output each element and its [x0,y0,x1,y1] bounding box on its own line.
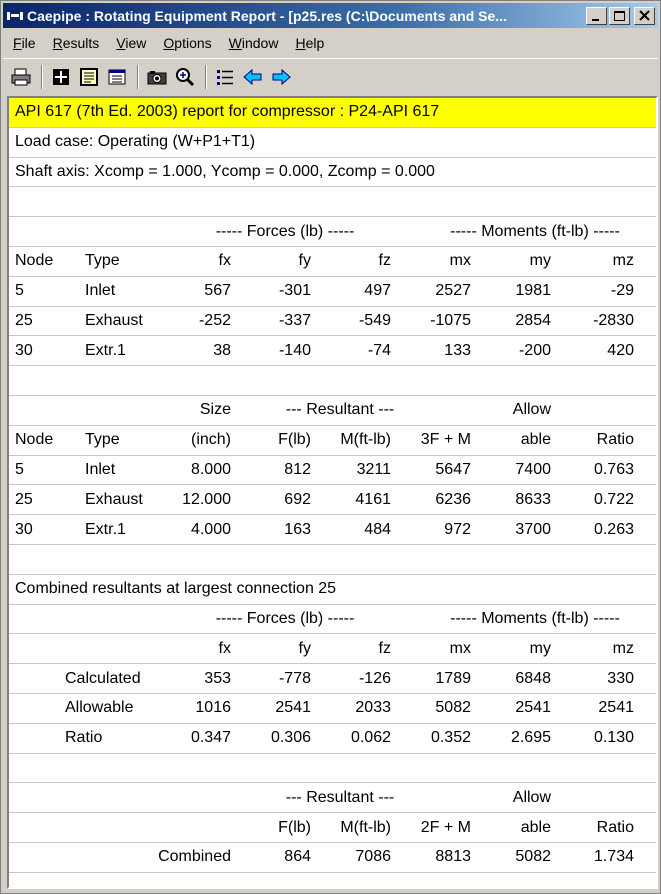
cell-mx: -1075 [430,311,471,329]
shaft-axis: Shaft axis: Xcomp = 1.000, Ycomp = 0.000, Zcomp = 0.000 [15,162,435,180]
menu-file[interactable]: File [13,35,36,51]
cell-mx: 1789 [435,669,471,687]
camera-button[interactable] [144,64,170,90]
load-case: Load case: Operating (W+P1+T1) [15,133,256,151]
forces-group-label: ----- Forces (lb) ----- [215,222,355,240]
back-arrow-icon [242,67,264,87]
cell-mz: -2830 [593,311,634,329]
app-icon[interactable] [7,9,23,23]
cell-label: Ratio [65,729,103,747]
cell-node: 30 [15,341,33,359]
cell-mx: 5082 [435,699,471,717]
blank-row [9,366,656,396]
cell-node: 30 [15,520,33,538]
cell-allowable: 8633 [515,490,551,508]
cell-fz: -549 [358,311,391,329]
combined-title: Combined resultants at largest connection 25 [15,580,337,598]
cell-allowable: 5082 [515,848,551,866]
back-button[interactable] [240,64,266,90]
cell-type: Extr.1 [85,341,126,359]
cell-f-lb: 692 [284,490,311,508]
cell-f-lb: 864 [284,848,311,866]
cell-fy: 0.306 [270,729,311,747]
cell-type: Exhaust [85,490,143,508]
table-row [9,336,656,366]
cell-mz: 2541 [598,699,634,717]
print-button[interactable] [8,64,34,90]
moments-group-label: ----- Moments (ft-lb) ----- [450,222,620,240]
list-button[interactable] [212,64,238,90]
report-button[interactable] [76,64,102,90]
col-ratio: Ratio [596,431,634,449]
cell-3f-plus-m: 5647 [435,460,471,478]
cell-fx: 567 [204,282,231,300]
allow-group-label: Allow [512,788,551,806]
cell-allowable: 7400 [515,460,551,478]
report-grid[interactable] [7,96,658,889]
cell-my: 2854 [515,311,551,329]
col-mx: mx [449,252,471,270]
camera-icon [146,67,168,87]
col-ratio: Ratio [596,818,634,836]
cell-ratio: 1.734 [593,848,634,866]
cell-fz: -74 [367,341,391,359]
col-allowable: able [520,818,551,836]
col-m-ftlb: M(ft-lb) [340,818,391,836]
table-row [9,724,656,754]
blank-row [9,545,656,575]
cell-fz: -126 [358,669,391,687]
combined-header-row [9,634,656,664]
col-fx: fx [218,639,231,657]
toolbar-separator [205,65,207,89]
table-row [9,456,656,486]
cell-fx: 353 [204,669,231,687]
table-row [9,307,656,337]
cell-m-ftlb: 484 [364,520,391,538]
forward-button[interactable] [268,64,294,90]
cell-type: Extr.1 [85,520,126,538]
size-group-label: Size [199,401,231,419]
cell-mz: 420 [607,341,634,359]
cell-fx: 1016 [195,699,231,717]
cell-label: Combined [158,848,231,866]
resultant-group-label: --- Resultant --- [285,788,395,806]
cell-fy: -140 [278,341,311,359]
menu-view[interactable]: View [116,35,147,51]
cell-node: 5 [15,282,24,300]
minimize-icon [587,8,606,24]
allow-group-label: Allow [512,401,551,419]
zoom-button[interactable] [172,64,198,90]
combined-resultant-header-row [9,813,656,843]
col-node: Node [15,252,54,270]
cell-fy: -778 [278,669,311,687]
list-icon [214,67,236,87]
toolbar [3,58,658,94]
cell-my: 2541 [515,699,551,717]
cell-my: -200 [518,341,551,359]
table-row [9,485,656,515]
cell-fz: 497 [364,282,391,300]
col-type: Type [85,431,120,449]
cell-size: 4.000 [190,520,231,538]
cell-node: 25 [15,490,33,508]
menu-options[interactable]: Options [163,35,212,51]
zoom-icon [174,67,196,87]
cell-type: Exhaust [85,311,143,329]
cell-f-lb: 163 [284,520,311,538]
table-row [9,664,656,694]
table-row [9,277,656,307]
cell-m-ftlb: 3211 [356,460,391,478]
table-icon [50,67,72,87]
nozzle-forces-header-row [9,247,656,277]
cell-3f-plus-m: 972 [444,520,471,538]
table-row [9,694,656,724]
cell-size: 8.000 [190,460,231,478]
cell-node: 25 [15,311,33,329]
resultant-group-label: --- Resultant --- [285,401,395,419]
col-type: Type [85,252,120,270]
toolbar-separator [137,65,139,89]
cell-my: 2.695 [510,729,551,747]
cell-node: 5 [15,460,24,478]
cell-fy: 2541 [275,699,311,717]
cell-fx: 0.347 [190,729,231,747]
cell-my: 6848 [515,669,551,687]
col-2f-plus-m: 2F + M [420,818,471,836]
blank-row [9,187,656,217]
maximize-button[interactable] [609,7,630,25]
cell-f-lb: 812 [284,460,311,478]
cell-fy: -301 [278,282,311,300]
cell-fx: 38 [213,341,231,359]
cell-ratio: 0.763 [593,460,634,478]
col-allowable: able [520,431,551,449]
forces-moments-group-row [9,217,656,247]
cell-my: 1981 [515,282,551,300]
list-window-icon [106,67,128,87]
cell-ratio: 0.722 [593,490,634,508]
close-button[interactable] [634,7,655,25]
cell-mx: 133 [444,341,471,359]
cell-fz: 2033 [355,699,391,717]
col-node: Node [15,431,54,449]
shaft-axis-row [9,158,656,188]
menu-window[interactable]: Window [228,35,279,51]
col-my: my [529,252,551,270]
load-case-row [9,128,656,158]
blank-row [9,754,656,784]
maximize-icon [610,8,629,24]
menu-results[interactable]: Results [52,35,100,51]
menu-help[interactable]: Help [295,35,325,51]
table-row [9,515,656,545]
cell-m-ftlb: 7086 [355,848,391,866]
combined-resultant-group-row [9,783,656,813]
cell-ratio: 0.263 [593,520,634,538]
cell-2f-plus-m: 8813 [435,848,471,866]
col-size: (inch) [190,431,231,449]
cell-mx: 0.352 [430,729,471,747]
col-fy: fy [298,252,311,270]
window-title: Caepipe : Rotating Equipment Report - [p25.res (C:\Documents and Se... [27,7,507,24]
col-my: my [529,639,551,657]
col-fy: fy [298,639,311,657]
col-mx: mx [449,639,471,657]
cell-mz: 330 [607,669,634,687]
cell-allowable: 3700 [515,520,551,538]
menu-bar [3,30,658,56]
table-button[interactable] [48,64,74,90]
title-bar[interactable] [3,3,658,28]
col-fz: fz [378,252,391,270]
cell-fz: 0.062 [350,729,391,747]
toolbar-separator [41,65,43,89]
combined-group-row [9,605,656,635]
report-icon [78,67,100,87]
cell-mx: 2527 [435,282,471,300]
cell-type: Inlet [85,282,116,300]
cell-3f-plus-m: 6236 [435,490,471,508]
cell-m-ftlb: 4161 [355,490,391,508]
nozzle-resultants-header-row [9,426,656,456]
table-row [9,843,656,873]
cell-label: Calculated [65,669,141,687]
printer-icon [10,67,32,87]
resultant-group-row [9,396,656,426]
col-m-ftlb: M(ft-lb) [340,431,391,449]
list-window-button[interactable] [104,64,130,90]
combined-title-row [9,575,656,605]
report-heading: API 617 (7th Ed. 2003) report for compressor : P24-API 617 [15,103,440,121]
col-f-lb: F(lb) [278,431,311,449]
col-3f-plus-m: 3F + M [420,431,471,449]
moments-group-label: ----- Moments (ft-lb) ----- [450,609,620,627]
report-heading-row [9,98,656,128]
col-fx: fx [218,252,231,270]
cell-fx: -252 [198,311,231,329]
minimize-button[interactable] [586,7,607,25]
col-f-lb: F(lb) [278,818,311,836]
cell-mz: 0.130 [593,729,634,747]
cell-label: Allowable [65,699,134,717]
cell-mz: -29 [610,282,634,300]
close-icon [635,8,654,24]
cell-fy: -337 [278,311,311,329]
cell-type: Inlet [85,460,116,478]
forces-group-label: ----- Forces (lb) ----- [215,609,355,627]
forward-arrow-icon [270,67,292,87]
cell-size: 12.000 [182,490,231,508]
col-mz: mz [612,252,634,270]
col-mz: mz [612,639,634,657]
col-fz: fz [378,639,391,657]
